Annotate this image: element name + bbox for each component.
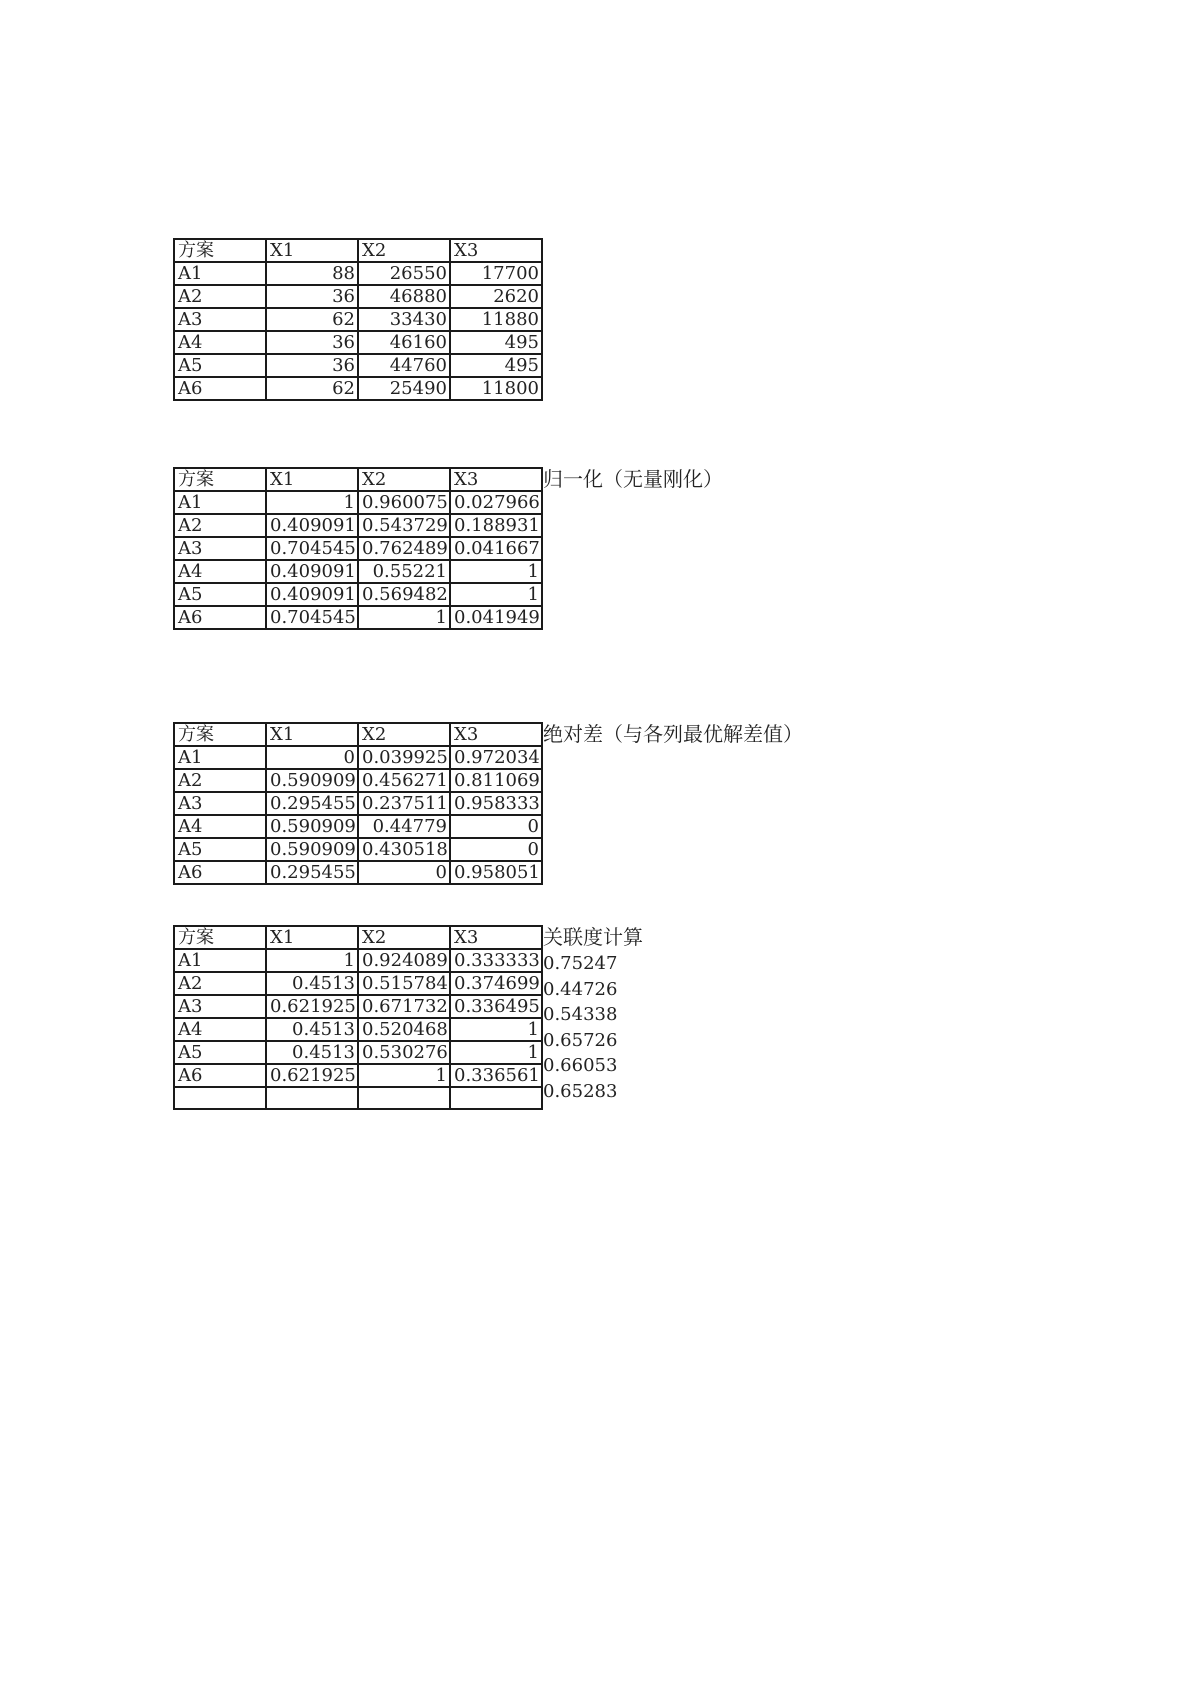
value-cell: 0.44779	[358, 815, 450, 838]
column-header: 方案	[174, 926, 266, 949]
value-cell: 11800	[450, 377, 542, 400]
row-label-cell: A1	[174, 491, 266, 514]
value-cell: 0.671732	[358, 995, 450, 1018]
row-label-cell: A1	[174, 262, 266, 285]
table-row	[174, 514, 542, 537]
column-header: X3	[450, 239, 542, 262]
column-header: X1	[266, 239, 358, 262]
value-cell: 0.924089	[358, 949, 450, 972]
score-value: 0.54338	[543, 1004, 618, 1025]
value-cell: 0.55221	[358, 560, 450, 583]
value-cell: 36	[266, 354, 358, 377]
column-header: X3	[450, 926, 542, 949]
value-cell	[358, 1087, 450, 1109]
row-label-cell: A2	[174, 514, 266, 537]
value-cell: 26550	[358, 262, 450, 285]
row-label-cell: A4	[174, 815, 266, 838]
value-cell: 0	[266, 746, 358, 769]
column-header: X1	[266, 468, 358, 491]
row-label-cell: A2	[174, 285, 266, 308]
value-cell: 0.704545	[266, 537, 358, 560]
row-label-cell: A5	[174, 354, 266, 377]
value-cell: 0.4513	[266, 1041, 358, 1064]
table-row	[174, 262, 542, 285]
header-row	[174, 926, 542, 949]
column-header: 方案	[174, 239, 266, 262]
row-label-cell: A5	[174, 1041, 266, 1064]
row-label-cell	[174, 1087, 266, 1109]
value-cell: 0	[450, 838, 542, 861]
value-cell	[450, 1087, 542, 1109]
table-row	[174, 1087, 542, 1109]
correlation-table	[173, 925, 543, 1110]
score-value: 0.75247	[543, 953, 618, 974]
value-cell: 33430	[358, 308, 450, 331]
value-cell: 0.958051	[450, 861, 542, 884]
table-row	[174, 769, 542, 792]
table-row	[174, 746, 542, 769]
row-label-cell: A5	[174, 583, 266, 606]
score-value: 0.44726	[543, 978, 618, 1000]
column-header: 方案	[174, 723, 266, 746]
value-cell: 36	[266, 331, 358, 354]
value-cell: 36	[266, 285, 358, 308]
column-header: X2	[358, 239, 450, 262]
value-cell: 0.188931	[450, 514, 542, 537]
value-cell: 0.409091	[266, 514, 358, 537]
value-cell: 0	[358, 861, 450, 884]
column-header: X1	[266, 926, 358, 949]
value-cell: 495	[450, 354, 542, 377]
value-cell: 0.4513	[266, 972, 358, 995]
value-cell: 1	[358, 606, 450, 629]
table-row	[174, 583, 542, 606]
normalized-section	[173, 467, 723, 630]
value-cell: 0.704545	[266, 606, 358, 629]
table-row	[174, 1018, 542, 1041]
correlation-caption: 关联度计算	[543, 925, 643, 949]
table-row	[174, 537, 542, 560]
header-row	[174, 239, 542, 262]
value-cell: 0.543729	[358, 514, 450, 537]
raw-data-table	[173, 238, 543, 401]
row-label-cell: A6	[174, 377, 266, 400]
abs-diff-section	[173, 722, 803, 885]
value-cell: 1	[450, 1041, 542, 1064]
value-cell: 0.295455	[266, 792, 358, 815]
score-value: 0.65726	[543, 1029, 618, 1051]
correlation-scores	[543, 951, 617, 1104]
header-row	[174, 723, 542, 746]
value-cell: 0.039925	[358, 746, 450, 769]
value-cell: 0.520468	[358, 1018, 450, 1041]
value-cell: 0	[450, 815, 542, 838]
value-cell: 1	[266, 491, 358, 514]
normalized-caption: 归一化（无量刚化）	[543, 467, 723, 491]
value-cell: 0.456271	[358, 769, 450, 792]
value-cell: 0.041949	[450, 606, 542, 629]
value-cell: 0.569482	[358, 583, 450, 606]
value-cell: 0.972034	[450, 746, 542, 769]
value-cell: 2620	[450, 285, 542, 308]
row-label-cell: A1	[174, 949, 266, 972]
table-row	[174, 949, 542, 972]
value-cell: 62	[266, 377, 358, 400]
row-label-cell: A4	[174, 331, 266, 354]
table-row	[174, 995, 542, 1018]
table-row	[174, 377, 542, 400]
row-label-cell: A5	[174, 838, 266, 861]
value-cell: 44760	[358, 354, 450, 377]
row-label-cell: A1	[174, 746, 266, 769]
row-label-cell: A3	[174, 792, 266, 815]
table-row	[174, 815, 542, 838]
value-cell: 0.409091	[266, 583, 358, 606]
row-label-cell: A3	[174, 995, 266, 1018]
row-label-cell: A2	[174, 769, 266, 792]
table-row	[174, 560, 542, 583]
column-header: X1	[266, 723, 358, 746]
value-cell: 0.041667	[450, 537, 542, 560]
row-label-cell: A6	[174, 606, 266, 629]
value-cell: 0.4513	[266, 1018, 358, 1041]
value-cell: 46880	[358, 285, 450, 308]
value-cell: 88	[266, 262, 358, 285]
abs-diff-caption: 绝对差（与各列最优解差值）	[543, 722, 803, 746]
value-cell: 0.336495	[450, 995, 542, 1018]
value-cell: 0.590909	[266, 815, 358, 838]
value-cell: 11880	[450, 308, 542, 331]
value-cell: 1	[450, 583, 542, 606]
value-cell: 0.590909	[266, 838, 358, 861]
row-label-cell: A3	[174, 537, 266, 560]
normalized-table	[173, 467, 543, 630]
row-label-cell: A2	[174, 972, 266, 995]
column-header: 方案	[174, 468, 266, 491]
table-row	[174, 792, 542, 815]
score-value: 0.65283	[543, 1080, 618, 1102]
value-cell: 1	[450, 1018, 542, 1041]
table-row	[174, 354, 542, 377]
abs-diff-table	[173, 722, 543, 885]
row-label-cell: A4	[174, 1018, 266, 1041]
value-cell: 25490	[358, 377, 450, 400]
value-cell: 0.374699	[450, 972, 542, 995]
value-cell: 0.621925	[266, 1064, 358, 1087]
column-header: X3	[450, 723, 542, 746]
value-cell: 0.530276	[358, 1041, 450, 1064]
table-row	[174, 861, 542, 884]
value-cell: 0.237511	[358, 792, 450, 815]
correlation-section	[173, 925, 643, 1110]
value-cell: 0.811069	[450, 769, 542, 792]
table-row	[174, 308, 542, 331]
column-header: X2	[358, 926, 450, 949]
raw-data-section	[173, 238, 543, 401]
value-cell: 1	[266, 949, 358, 972]
column-header: X2	[358, 468, 450, 491]
column-header: X2	[358, 723, 450, 746]
value-cell: 495	[450, 331, 542, 354]
row-label-cell: A3	[174, 308, 266, 331]
score-value: 0.66053	[543, 1055, 618, 1076]
value-cell: 0.295455	[266, 861, 358, 884]
table-row	[174, 285, 542, 308]
value-cell: 0.515784	[358, 972, 450, 995]
value-cell: 62	[266, 308, 358, 331]
value-cell	[266, 1087, 358, 1109]
column-header: X3	[450, 468, 542, 491]
value-cell: 0.621925	[266, 995, 358, 1018]
value-cell: 1	[358, 1064, 450, 1087]
value-cell: 0.336561	[450, 1064, 542, 1087]
value-cell: 17700	[450, 262, 542, 285]
value-cell: 0.333333	[450, 949, 542, 972]
value-cell: 0.590909	[266, 769, 358, 792]
header-row	[174, 468, 542, 491]
value-cell: 0.409091	[266, 560, 358, 583]
row-label-cell: A4	[174, 560, 266, 583]
value-cell: 46160	[358, 331, 450, 354]
value-cell: 0.958333	[450, 792, 542, 815]
row-label-cell: A6	[174, 861, 266, 884]
value-cell: 0.027966	[450, 491, 542, 514]
row-label-cell: A6	[174, 1064, 266, 1087]
table-row	[174, 1064, 542, 1087]
table-row	[174, 972, 542, 995]
value-cell: 0.762489	[358, 537, 450, 560]
table-row	[174, 491, 542, 514]
table-row	[174, 331, 542, 354]
value-cell: 0.960075	[358, 491, 450, 514]
table-row	[174, 1041, 542, 1064]
table-row	[174, 838, 542, 861]
value-cell: 0.430518	[358, 838, 450, 861]
value-cell: 1	[450, 560, 542, 583]
table-row	[174, 606, 542, 629]
